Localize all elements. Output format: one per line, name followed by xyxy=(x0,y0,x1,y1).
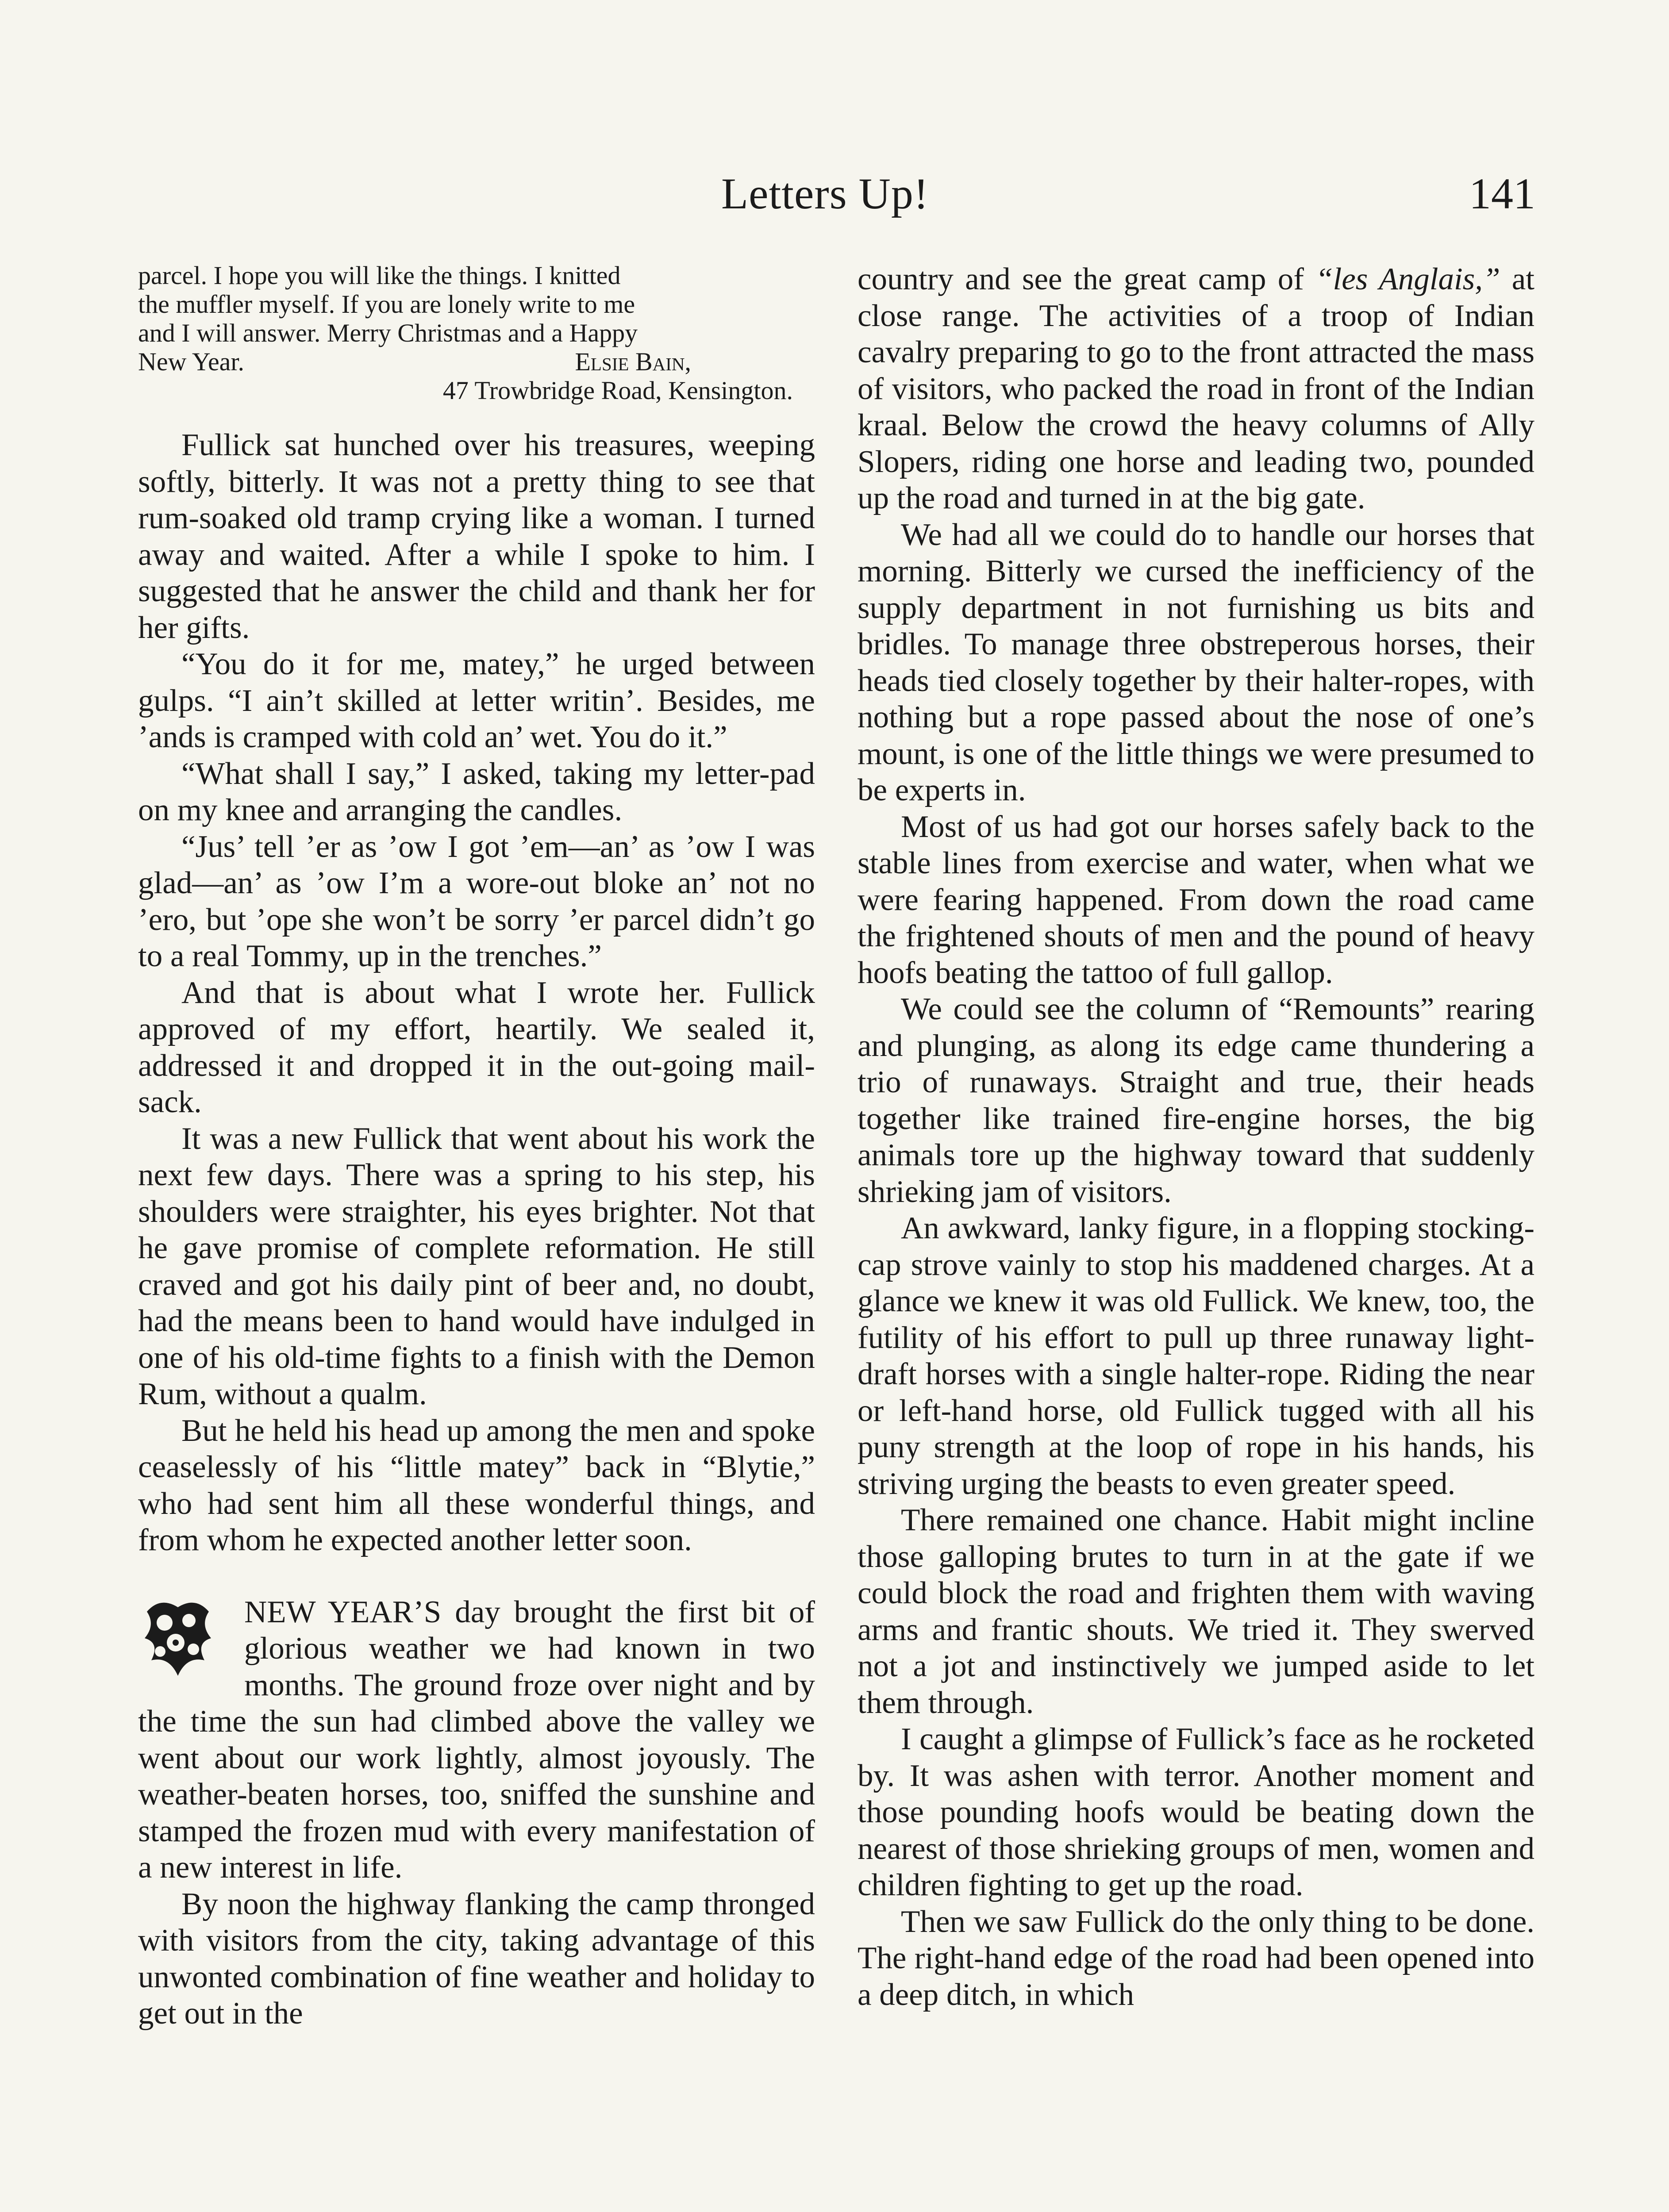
paragraph: An awkward, lanky figure, in a flopping stocking-cap strove vainly to stop his maddened charges. At a glance we knew it was old Fullick. We knew, too, the futility of his effort to pull up three runaway light-draft horses with a single halter-rope. Riding the near or left-hand horse, old Fullick tugged with all his puny strength at the loop of rope in his hands, his striving urging the beasts to even greater speed. xyxy=(858,1211,1534,1501)
paragraph: “Jus’ tell ’er as ’ow I got ’em—an’ as ’ow I was glad—an’ as ’ow I’m a wore-out bloke an’ not no ’ero, but ’ope she won’t be sorry ’er parcel didn’t go to a real Tommy, up in the trenches.” xyxy=(138,829,815,973)
letter-line: and I will answer. Merry Christmas and a Happy xyxy=(138,319,638,347)
section-text: day brought the first bit of glorious weather we had known in two months. The ground froze over night and by the time the sun had climbed above the valley we went about our work lightly, almost joyously. The weather-beaten horses, too, sniffed the sunshine and stamped the frozen mud with every manifestation of a new interest in life. xyxy=(138,1594,815,1885)
paragraph: “What shall I say,” I asked, taking my letter-pad on my knee and arranging the candles. xyxy=(138,756,815,827)
section-opening-paragraph xyxy=(138,1594,815,1886)
left-column xyxy=(138,261,815,2032)
page-number: 141 xyxy=(1469,169,1535,218)
paragraph: Fullick sat hunched over his treasures, weeping softly, bitterly. It was not a pretty thing to see that rum-soaked old tramp crying like a woman. I turned away and waited. After a while I spoke to him. I suggested that he answer the child and thank her for her gifts. xyxy=(138,428,815,645)
paragraph: Then we saw Fullick do the only thing to be done. The right-hand edge of the road had been opened into a deep ditch, in which xyxy=(858,1904,1534,2012)
paragraph: We had all we could do to handle our horses that morning. Bitterly we cursed the inefficiency of the supply department in not furnishing us bits and bridles. To manage three obstreperous horses, their heads tied closely together by their halter-ropes, with nothing but a rope passed about the nose of one’s mount, is one of the little things we were presumed to be experts in. xyxy=(858,517,1534,807)
running-title: Letters Up! xyxy=(721,169,929,218)
paragraph: We could see the column of “Remounts” rearing and plunging, as along its edge came thundering a trio of runaways. Straight and true, their heads together like trained fire-engine horses, the big animals tore up the highway toward that suddenly shrieking jam of visitors. xyxy=(858,992,1534,1209)
paragraph: There remained one chance. Habit might incline those galloping brutes to turn in at the gate if we could block the road and frighten them with waving arms and frantic shouts. We tried it. They swerved not a jot and instinctively we jumped aside to let them through. xyxy=(858,1503,1534,1720)
paragraph: And that is about what I wrote her. Fullick approved of my effort, heartily. We sealed it, addressed it and dropped it in the out-going mail-sack. xyxy=(138,975,815,1119)
paragraph: It was a new Fullick that went about his work the next few days. There was a spring to his step, his shoulders were straighter, his eyes brighter. Not that he gave promise of complete reformation. He still craved and got his daily pint of beer and, no doubt, had the means been to hand would have indulged in one of his old-time fights to a finish with the Demon Rum, without a qualm. xyxy=(138,1121,815,1411)
letter-address: 47 Trowbridge Road, Kensington. xyxy=(442,376,793,405)
text-run: at close range. The activities of a troop of Indian cavalry preparing to go to the front attracted the mass of visitors, who packed the road in front of the Indian kraal. Below the crowd the heavy columns of Ally Slopers, riding one horse and leading two, pounded up the road and turned in at the big gate. xyxy=(858,262,1534,515)
continued-paragraph xyxy=(858,261,1534,517)
right-column xyxy=(858,261,1534,2013)
letter-line: the muffler myself. If you are lonely write to me xyxy=(138,290,635,319)
holly-ornament-icon xyxy=(138,1594,227,1687)
paragraph: I caught a glimpse of Fullick’s face as he rocketed by. It was ashen with terror. Another moment and those pounding hoofs would be beating down the nearest of those shrieking groups of men, women and children fighting to get up the road. xyxy=(858,1722,1534,1902)
text-run: country and see the great camp of xyxy=(858,262,1316,296)
page-header xyxy=(133,168,1535,239)
letter-line: parcel. I hope you will like the things. I knitted xyxy=(138,261,621,290)
section-lead: NEW YEAR’S xyxy=(244,1594,442,1629)
section-break xyxy=(138,1594,815,1886)
letter-signature: Elsie Bain, xyxy=(575,347,691,376)
letter-signature-line xyxy=(138,347,815,376)
paragraph: But he held his head up among the men and spoke ceaselessly of his “little matey” back in “Blytie,” who had sent him all these wonderful things, and from whom he expected another letter soon. xyxy=(138,1413,815,1557)
paragraph: By noon the highway flanking the camp thronged with visitors from the city, taking advantage of this unwonted combination of fine weather and holiday to get out in the xyxy=(138,1886,815,2031)
quoted-letter xyxy=(138,261,815,405)
paragraph: “You do it for me, matey,” he urged between gulps. “I ain’t skilled at letter writin’. Besides, me ’ands is cramped with cold an’ wet. You do it.” xyxy=(138,647,815,754)
paragraph: Most of us had got our horses safely back to the stable lines from exercise and water, when what we were fearing happened. From down the road came the frightened shouts of men and the pound of heavy hoofs beating the tattoo of full gallop. xyxy=(858,809,1534,990)
letter-closing: New Year. xyxy=(138,347,245,376)
italic-phrase: “les Anglais,” xyxy=(1315,262,1500,296)
